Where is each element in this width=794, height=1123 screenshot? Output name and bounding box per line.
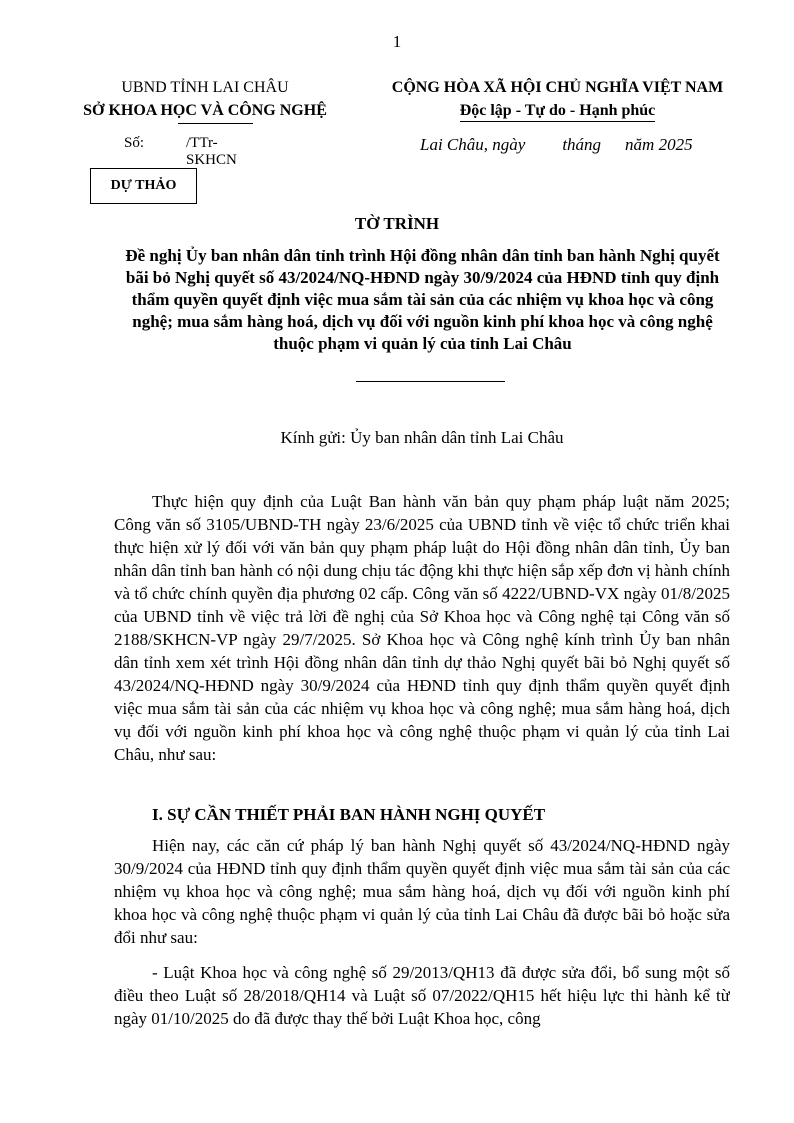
draft-stamp: DỰ THẢO [90,168,197,204]
national-header [370,76,745,122]
document-subject: Đề nghị Ủy ban nhân dân tỉnh trình Hội đồng nhân dân tỉnh ban hành Nghị quyết bãi bỏ Nghị quyết số 43/2024/NQ-HĐND ngày 30/9/2024 của HĐND tỉnh quy định thẩm quyền quyết định việc mua sắm tài sản của các nhiệm vụ khoa học và công nghệ; mua sắm hàng hoá, dịch vụ đối với nguồn kinh phí khoa học và công nghệ thuộc phạm vi quản lý của tỉnh Lai Châu [125,246,720,353]
month-label: tháng [562,135,602,154]
intro-text: Thực hiện quy định của Luật Ban hành văn bản quy phạm pháp luật năm 2025; Công văn số 3105/UBND-TH ngày 23/6/2025 của UBND tỉnh về việc tổ chức triển khai thực hiện xử lý đối với văn bản quy phạm pháp luật do Hội đồng nhân dân tỉnh, Ủy ban nhân dân tỉnh ban hành có nội dung chịu tác động khi thực hiện sắp xếp đơn vị hành chính và tổ chức chính quyền địa phương 02 cấp. Công văn số 4222/UBND-VX ngày 01/8/2025 của UBND tỉnh về việc trả lời đề nghị của Sở Khoa học và Công nghệ tại Công văn số 2188/SKHCN-VP ngày 29/7/2025. Sở Khoa học và Công nghệ kính trình Ủy ban nhân dân tỉnh xem xét trình Hội đồng nhân dân tỉnh dự thảo Nghị quyết bãi bỏ Nghị quyết số 43/2024/NQ-HĐND ngày 30/9/2024 của HĐND tỉnh quy định thẩm quyền quyết định việc mua sắm tài sản của các nhiệm vụ khoa học và công nghệ; mua sắm hàng hoá, dịch vụ đối với nguồn kinh phí khoa học và công nghệ thuộc phạm vi quản lý của tỉnh Lai Châu, như sau: [114,492,730,764]
intro-paragraph [114,490,730,766]
recipient-line: Kính gửi: Ủy ban nhân dân tỉnh Lai Châu [280,428,564,447]
authority-line-2: SỞ KHOA HỌC VÀ CÔNG NGHỆ [83,102,327,119]
document-number-label: Số: [124,135,145,151]
authority-underline [178,123,253,124]
document-number-code: /TTr-SKHCN [186,135,237,168]
authority-line-1: UBND TỈNH LAI CHÂU [121,79,289,96]
country-name: CỘNG HÒA XÃ HỘI CHỦ NGHĨA VIỆT NAM [391,79,724,96]
page-number: 1 [392,32,402,51]
document-type: TỜ TRÌNH [354,214,440,233]
place-and-date [420,135,693,155]
section-1-paragraph-2 [114,961,730,1031]
place-day: Lai Châu, ngày [420,135,526,154]
subject-divider [356,381,505,382]
issuing-authority [55,76,355,122]
section-1-paragraph-1-text: Hiện nay, các căn cứ pháp lý ban hành Nghị quyết số 43/2024/NQ-HĐND ngày 30/9/2024 của HĐND tỉnh quy định thẩm quyền quyết định việc mua sắm tài sản của các nhiệm vụ khoa học và công nghệ; mua sắm hàng hoá, dịch vụ đối với nguồn kinh phí khoa học và công nghệ thuộc phạm vi quản lý của tỉnh Lai Châu đã được bãi bỏ hoặc sửa đổi như sau: [114,836,730,947]
section-1-paragraph-2-text: - Luật Khoa học và công nghệ số 29/2013/QH13 đã được sửa đổi, bổ sung một số điều theo Luật số 28/2018/QH14 và Luật số 07/2022/QH15 hết hiệu lực thi hành kể từ ngày 01/10/2025 do đã được thay thế bởi Luật Khoa học, công [114,963,730,1028]
section-1-heading: I. SỰ CẦN THIẾT PHẢI BAN HÀNH NGHỊ QUYẾT [152,805,546,824]
year-label: năm 2025 [625,135,693,154]
section-1-paragraph-1 [114,834,730,949]
national-motto: Độc lập - Tự do - Hạnh phúc [460,101,656,122]
